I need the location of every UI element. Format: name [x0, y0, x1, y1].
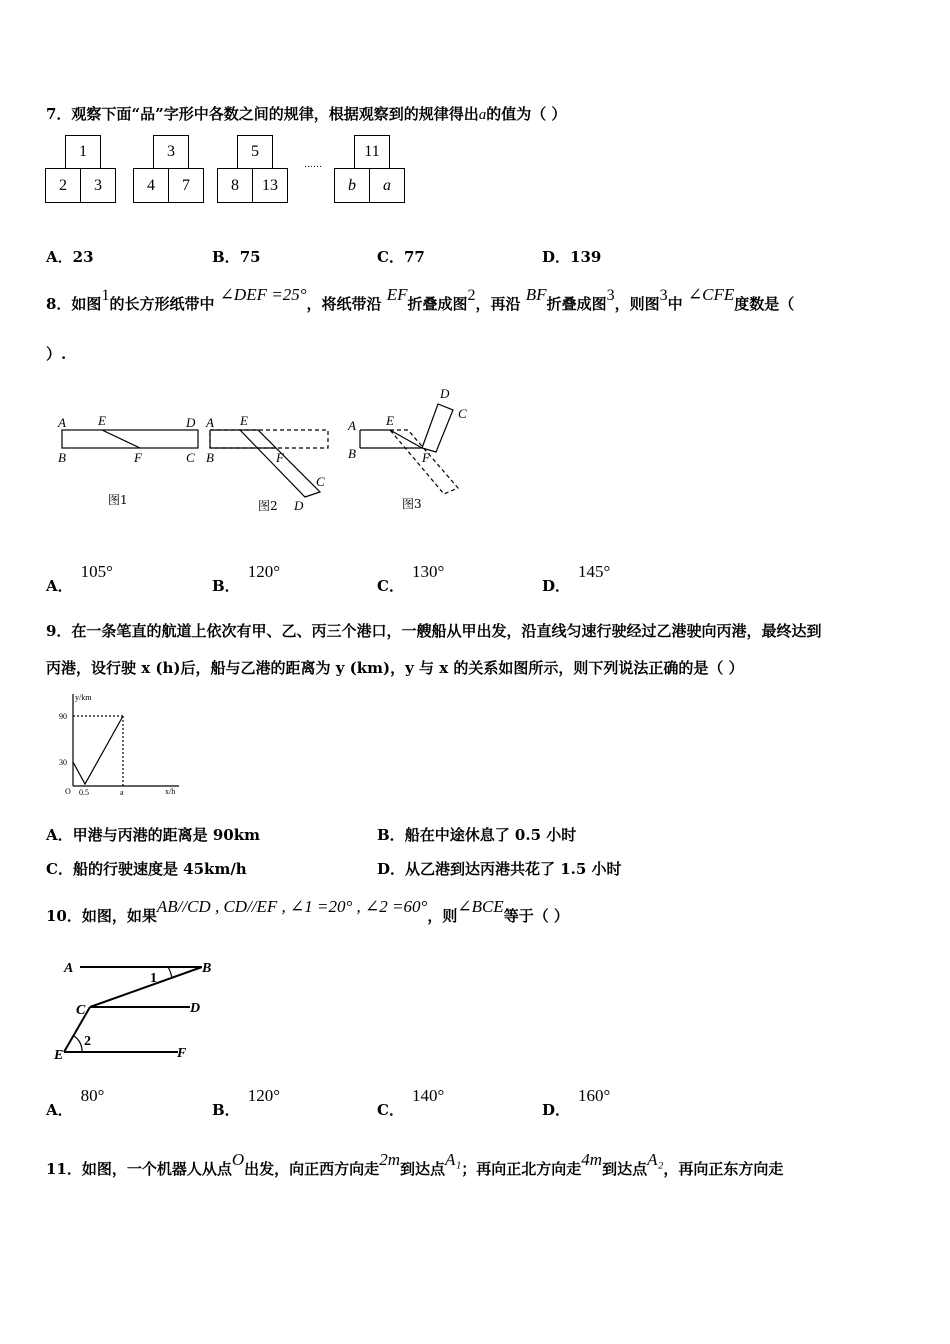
- svg-text:B: B: [348, 446, 356, 461]
- q9-stem-line1: 9．在一条笔直的航道上依次有甲、乙、丙三个港口，一艘船从甲出发，沿直线匀速行驶经过乙港驶向丙港，最终达到: [46, 622, 822, 640]
- svg-text:C: C: [316, 474, 325, 489]
- q10-option-d[interactable]: D．160°: [542, 1086, 611, 1119]
- q10-option-c[interactable]: C．140°: [377, 1086, 445, 1119]
- q11-stem: 11．如图，一个机器人从点O出发，向正西方向走2m到达点A₁；再向正北方向走4m到达点A₂，再向正东方向走: [46, 1150, 784, 1178]
- q9-option-a[interactable]: A．甲港与丙港的距离是 90km: [46, 826, 261, 844]
- q8-stem: 8．如图1的长方形纸带中 ∠DEF =25°，将纸带沿 EF折叠成图2，再沿 BF折叠成图3，则图3中 ∠CFE度数是（: [46, 285, 795, 313]
- svg-text:B: B: [202, 961, 212, 976]
- svg-text:30: 30: [59, 758, 67, 767]
- q7-ellipsis: ……: [304, 160, 322, 170]
- svg-text:A: A: [58, 415, 66, 430]
- svg-text:图3: 图3: [402, 497, 422, 511]
- svg-text:E: E: [54, 1048, 64, 1063]
- q7-option-b[interactable]: B．75: [212, 248, 261, 266]
- q8-option-d[interactable]: D．145°: [542, 562, 611, 595]
- fig1-strip: [62, 430, 198, 448]
- q7-option-c[interactable]: C．77: [377, 248, 425, 266]
- q8-option-b[interactable]: B．120°: [212, 562, 280, 595]
- svg-text:90: 90: [59, 712, 67, 721]
- svg-text:E: E: [98, 413, 106, 428]
- q10-figure: [50, 950, 220, 1065]
- svg-text:F: F: [422, 450, 430, 465]
- svg-text:C: C: [76, 1003, 86, 1018]
- svg-text:D: D: [186, 415, 196, 430]
- svg-text:D: D: [294, 498, 304, 513]
- svg-text:B: B: [206, 450, 214, 465]
- fig2-dashed-strip: [210, 430, 328, 448]
- svg-text:F: F: [177, 1046, 187, 1061]
- svg-text:图2: 图2: [258, 499, 278, 513]
- svg-text:0.5: 0.5: [79, 788, 89, 797]
- q10-option-b[interactable]: B．120°: [212, 1086, 280, 1119]
- svg-text:2: 2: [84, 1034, 91, 1049]
- q7-option-a[interactable]: A．23: [46, 248, 94, 266]
- fig1-fold-line: [102, 430, 140, 448]
- svg-text:1: 1: [150, 971, 157, 986]
- q8-figure: [40, 380, 480, 520]
- svg-text:E: E: [386, 413, 394, 428]
- q10-option-a[interactable]: A．80°: [46, 1086, 105, 1119]
- q9-graph: [55, 688, 185, 798]
- svg-text:A: A: [64, 961, 74, 976]
- q9-option-d[interactable]: D．从乙港到达丙港共花了 1.5 小时: [377, 860, 622, 878]
- svg-text:图1: 图1: [108, 493, 128, 507]
- svg-text:C: C: [458, 406, 467, 421]
- q9-option-b[interactable]: B．船在中途休息了 0.5 小时: [377, 826, 577, 844]
- q7-option-d[interactable]: D．139: [542, 248, 602, 266]
- svg-text:x/h: x/h: [165, 787, 176, 796]
- svg-text:D: D: [440, 386, 450, 401]
- q8-stem-end: ）.: [46, 345, 67, 363]
- q8-option-a[interactable]: A．105°: [46, 562, 113, 595]
- svg-text:F: F: [134, 450, 142, 465]
- q10-stem: 10．如图，如果AB//CD , CD//EF , ∠1 =20° , ∠2 =60°，则∠BCE等于（ ）: [46, 897, 569, 925]
- fig3-folded-part: [422, 404, 453, 452]
- svg-text:A: A: [206, 415, 214, 430]
- q9-option-c[interactable]: C．船的行驶速度是 45km/h: [46, 860, 247, 878]
- svg-text:O: O: [65, 787, 71, 796]
- q8-option-c[interactable]: C．130°: [377, 562, 445, 595]
- svg-text:a: a: [120, 788, 124, 797]
- svg-text:y/km: y/km: [75, 693, 92, 702]
- svg-text:E: E: [240, 413, 248, 428]
- q9-stem-line2: 丙港，设行驶 x (h)后，船与乙港的距离为 y (km)，y 与 x 的关系如图所示，则下列说法正确的是（ ）: [46, 659, 744, 677]
- q7-stem: 7．观察下面“品”字形中各数之间的规律，根据观察到的规律得出a的值为（ ）: [46, 105, 567, 123]
- svg-text:D: D: [190, 1001, 201, 1016]
- svg-text:A: A: [348, 418, 356, 433]
- svg-text:B: B: [58, 450, 66, 465]
- svg-text:C: C: [186, 450, 195, 465]
- svg-text:F: F: [276, 450, 284, 465]
